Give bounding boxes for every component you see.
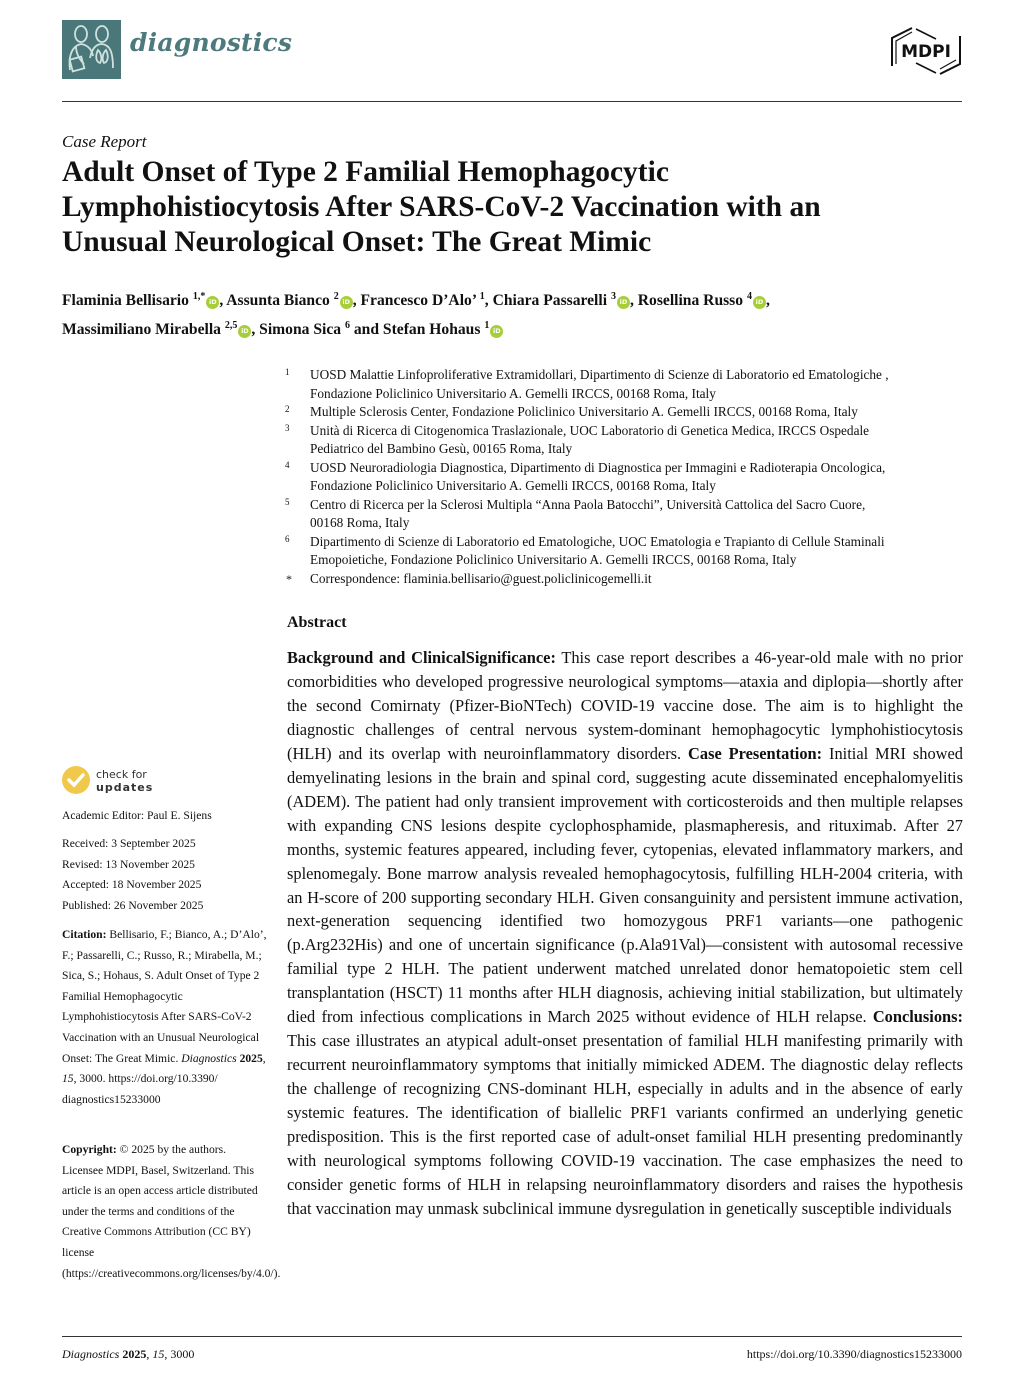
citation-doi-link[interactable]: https:/​/​doi.org/​10.3390/​diagnostics15233000 bbox=[62, 1072, 218, 1106]
checkmark-badge-icon bbox=[62, 766, 90, 794]
affiliation-number: 6 bbox=[285, 533, 290, 544]
author bbox=[226, 292, 360, 309]
affiliation-line: Fondazione Policlinico Universitario A. Gemelli IRCCS, 00168 Roma, Italy bbox=[310, 478, 716, 493]
abstract-section-text: This case illustrates an atypical adult-onset presentation of familial HLH manifesting primarily with recurrent neuroinflammatory symptoms that initially mimicked ADEM. The diagnostic delay reflects the challenge of recognizing CNS-dominant HLH, especially in adults and in the absence of early systemic features. The identification of biallelic PRF1 variants confirmed an underlying genetic predisposition. This is the first reported case of adult-onset familial HLH presenting predominantly with neurological symptoms following COVID-19 vaccination. The case emphasizes the need to consider genetic forms of HLH in relapsing neuroinflammatory disorders and raises the hypothesis that vaccination may unmask subclinical immune dysregulation in genetically susceptible individuals bbox=[287, 1031, 963, 1218]
footer-year: 2025 bbox=[122, 1347, 147, 1361]
affiliation-line: UOSD Malattie Linfoproliferative Extramidollari, Dipartimento di Scienze di Laboratorio ed Ematologiche , bbox=[310, 367, 889, 382]
copyright-label: Copyright: bbox=[62, 1143, 117, 1156]
journal-name: diagnostics bbox=[130, 28, 293, 57]
abstract-section-label: Case Presentation: bbox=[688, 743, 823, 763]
affiliation-line: Centro di Ricerca per la Sclerosi Multipla “Anna Paola Batocchi”, Università Cattolica del Sacro Cuore, bbox=[310, 496, 866, 512]
affiliation-item bbox=[285, 403, 975, 422]
affiliation-number: 2 bbox=[285, 404, 290, 414]
abstract-body bbox=[287, 646, 963, 1221]
footer-doi-link[interactable]: https://doi.org/10.3390/diagnostics15233000 bbox=[746, 1347, 962, 1361]
orcid-icon[interactable]: iD bbox=[490, 325, 503, 338]
affiliation-number: 4 bbox=[285, 459, 290, 470]
affiliation-superscript: 1,* bbox=[192, 291, 206, 302]
affiliation-superscript: 1 bbox=[479, 291, 485, 302]
author-name: Stefan Hohaus bbox=[382, 321, 481, 338]
orcid-icon[interactable]: iD bbox=[617, 296, 630, 309]
author bbox=[62, 321, 259, 338]
affiliation-number: 1 bbox=[285, 367, 290, 377]
check-for-updates-button[interactable] bbox=[62, 766, 182, 800]
author-name: Simona Sica bbox=[259, 321, 342, 338]
footer-journal: Diagnostics bbox=[62, 1347, 120, 1361]
footer-volume: 15 bbox=[152, 1347, 165, 1361]
author-name: Assunta Bianco bbox=[226, 292, 330, 309]
citation-text: Bellisario, F.; Bianco, A.; D’Alo’, F.; Passarelli, C.; Russo, R.; Mirabella, M.; Sica, S.; Hohaus, S. Adult Onset of Type 2 Familial Hemophagocytic Lymphohistiocytosis After SARS-CoV-2 Vaccination with an Unusual Neurological Onset: The Great Mimic. bbox=[62, 928, 267, 1065]
article-title bbox=[62, 155, 962, 260]
affiliation-line: Fondazione Policlinico Universitario A. Gemelli IRCCS, 00168 Roma, Italy bbox=[310, 385, 716, 401]
author-separator: , bbox=[251, 321, 260, 338]
title-line: Lymphohistiocytosis After SARS-CoV-2 Vaccination with an bbox=[62, 191, 821, 223]
author-separator: , bbox=[352, 292, 361, 309]
author-separator: , bbox=[629, 292, 638, 309]
author-separator: , bbox=[219, 292, 227, 309]
date-accepted: Accepted: 18 November 2025 bbox=[62, 878, 202, 892]
citation-article-number: , 3000. bbox=[73, 1072, 106, 1086]
author bbox=[638, 292, 770, 309]
affiliation-item bbox=[285, 422, 975, 459]
footer-citation: Diagnostics 2025, 15, 3000 bbox=[62, 1347, 195, 1361]
author bbox=[259, 321, 383, 338]
affiliation-item bbox=[285, 533, 975, 570]
orcid-icon[interactable]: iD bbox=[206, 296, 219, 309]
orcid-icon[interactable]: iD bbox=[340, 296, 353, 309]
date-received: Received: 3 September 2025 bbox=[62, 837, 196, 850]
title-line: Adult Onset of Type 2 Familial Hemophagocytic bbox=[62, 156, 669, 188]
abstract-section-text: Initial MRI showed demyelinating lesions in the brain and spinal cord, suggesting acute disseminated encephalomyelitis (ADEM). The patient had only transient improvement with corticosteroids and then multiple relapses with expanding CNS lesions despite cyclophosphamide, plasmapheresis, and rituximab. After 27 months, systemic features appeared, including fever, cytopenias, elevated inflammatory markers, and splenomegaly. Bone marrow analysis revealed hemophagocytosis, fulfilling HLH-2004 criteria, with an H-score of 200 supporting secondary HLH. Given consanguinity and persistent immune activation, next-generation sequencing identified two homozygous PRF1 variants—one pathogenic (p.Arg232His) and one of uncertain significance (p.Ala91Val)—consistent with autosomal recessive familial type 2 HLH. The patient underwent matched unrelated donor hematopoietic stem cell transplantation (HSCT) 11 months after HLH diagnosis, achieving initial stabilization, but ultimately died from infectious complications in March 2025 without evidence of HLH relapse. bbox=[287, 743, 963, 1027]
copyright-notice bbox=[62, 1140, 281, 1284]
citation-journal: Diagnostics bbox=[181, 1051, 237, 1065]
author-list bbox=[62, 284, 972, 342]
author bbox=[361, 292, 493, 309]
author-name: Flaminia Bellisario bbox=[62, 292, 189, 309]
author bbox=[383, 321, 503, 338]
author-separator: , bbox=[765, 292, 770, 309]
author-name: Chiara Passarelli bbox=[492, 292, 608, 309]
academic-editor: Academic Editor: Paul E. Sijens bbox=[62, 809, 212, 822]
check-updates-label-bold: updates bbox=[96, 781, 154, 794]
author-name: Massimiliano Mirabella bbox=[62, 321, 221, 338]
affiliation-number: 3 bbox=[285, 422, 290, 433]
affiliation-line: 00168 Roma, Italy bbox=[310, 515, 410, 530]
affiliation-item bbox=[285, 496, 975, 533]
mdpi-logo-icon bbox=[888, 22, 964, 80]
affiliation-line: Dipartimento di Scienze di Laboratorio ed Ematologiche, UOC Ematologia e Trapianto di Cellule Staminali bbox=[310, 533, 885, 549]
author-name: Francesco D’Alo’ bbox=[360, 292, 476, 309]
citation-label: Citation: bbox=[62, 928, 107, 941]
header-divider bbox=[62, 101, 962, 102]
affiliation-superscript: 4 bbox=[746, 291, 752, 302]
affiliations bbox=[285, 366, 975, 588]
footer-article-number: , 3000 bbox=[164, 1347, 195, 1361]
affiliation-superscript: 2,5 bbox=[224, 320, 238, 331]
footer-divider bbox=[62, 1336, 962, 1337]
title-line: Unusual Neurological Onset: The Great Mimic bbox=[62, 226, 652, 258]
date-revised: Revised: 13 November 2025 bbox=[62, 857, 195, 871]
correspondence-email[interactable]: Correspondence: flaminia.bellisario@guest.policlinicogemelli.it bbox=[310, 570, 652, 586]
publication-dates bbox=[62, 834, 267, 916]
affiliation-line: Pediatrico del Bambino Gesù, 00165 Roma, Italy bbox=[310, 441, 573, 456]
affiliation-line: Unità di Ricerca di Citogenomica Traslazionale, UOC Laboratorio di Genetica Medica, IRCCS Ospedale bbox=[310, 422, 870, 438]
date-published: Published: 26 November 2025 bbox=[62, 898, 204, 912]
correspondence-mark: * bbox=[286, 571, 292, 586]
abstract-heading: Abstract bbox=[287, 614, 347, 631]
author-separator: and bbox=[349, 321, 383, 338]
article-type: Case Report bbox=[62, 132, 147, 151]
affiliation-item bbox=[285, 459, 975, 496]
check-updates-label: check for bbox=[96, 768, 147, 781]
author-separator: , bbox=[484, 292, 493, 309]
abstract-section-label: Background and ClinicalSignificance: bbox=[287, 648, 556, 667]
affiliation-superscript: 6 bbox=[344, 320, 350, 331]
author-name: Rosellina Russo bbox=[637, 292, 744, 309]
affiliation-item bbox=[285, 366, 975, 403]
affiliation-line: Multiple Sclerosis Center, Fondazione Policlinico Universitario A. Gemelli IRCCS, 00168 Roma, Italy bbox=[310, 404, 858, 419]
citation-volume: 15 bbox=[62, 1072, 74, 1086]
journal-logo-icon bbox=[62, 20, 121, 79]
orcid-icon[interactable]: iD bbox=[753, 296, 766, 309]
author bbox=[62, 292, 226, 309]
copyright-text: © 2025 by the authors. Licensee MDPI, Basel, Switzerland. This article is an open access article distributed under the terms and conditions of the Creative Commons Attribution (CC BY) license (https://creativecommons.org/licenses/by/4.0/). bbox=[62, 1143, 281, 1280]
orcid-icon[interactable]: iD bbox=[238, 325, 251, 338]
abstract-section-label: Conclusions: bbox=[872, 1007, 963, 1027]
citation: Citation: Bellisario, F.; Bianco, A.; D’Alo’, F.; Passarelli, C.; Russo, R.; Mirabella, M.; Sica, S.; Hohaus, S. Adult Onset of Type 2 Familial Hemophagocytic Lymphohistiocytosis After SARS-CoV-2 Vaccination with an Unusual Neurological Onset: The Great Mimic. Diagnostics 2025, 15, 3000. https:/​/​doi.org/​10.3390/​diagnostics15233000 bbox=[62, 928, 267, 1106]
affiliation-number: 5 bbox=[285, 496, 290, 507]
affiliation-line: UOSD Neuroradiologia Diagnostica, Dipartimento di Diagnostica per Immagini e Radioterapia Oncologica, bbox=[310, 459, 886, 475]
citation-year: 2025 bbox=[239, 1051, 263, 1065]
affiliation-line: Emopoietiche, Fondazione Policlinico Universitario A. Gemelli IRCCS, 00168 Roma, Italy bbox=[310, 552, 797, 567]
affiliation-superscript: 1 bbox=[484, 320, 490, 331]
correspondence bbox=[285, 570, 975, 589]
affiliation-superscript: 2 bbox=[333, 291, 339, 302]
abstract-section-text: This case report describes a 46-year-old male with no prior comorbidities who developed progressive neurological symptoms—ataxia and diplopia—shortly after the second Comirnaty (Pfizer-BioNTech) COVID-19 vaccine dose. The aim is to highlight the diagnostic challenges of central nervous system-dominant hemophagocytic lymphohistiocytosis (HLH) and its overlap with neuroinflammatory disorders. bbox=[287, 648, 963, 763]
author bbox=[493, 292, 638, 309]
affiliation-superscript: 3 bbox=[610, 291, 616, 302]
publisher-name: MDPI bbox=[901, 42, 951, 62]
